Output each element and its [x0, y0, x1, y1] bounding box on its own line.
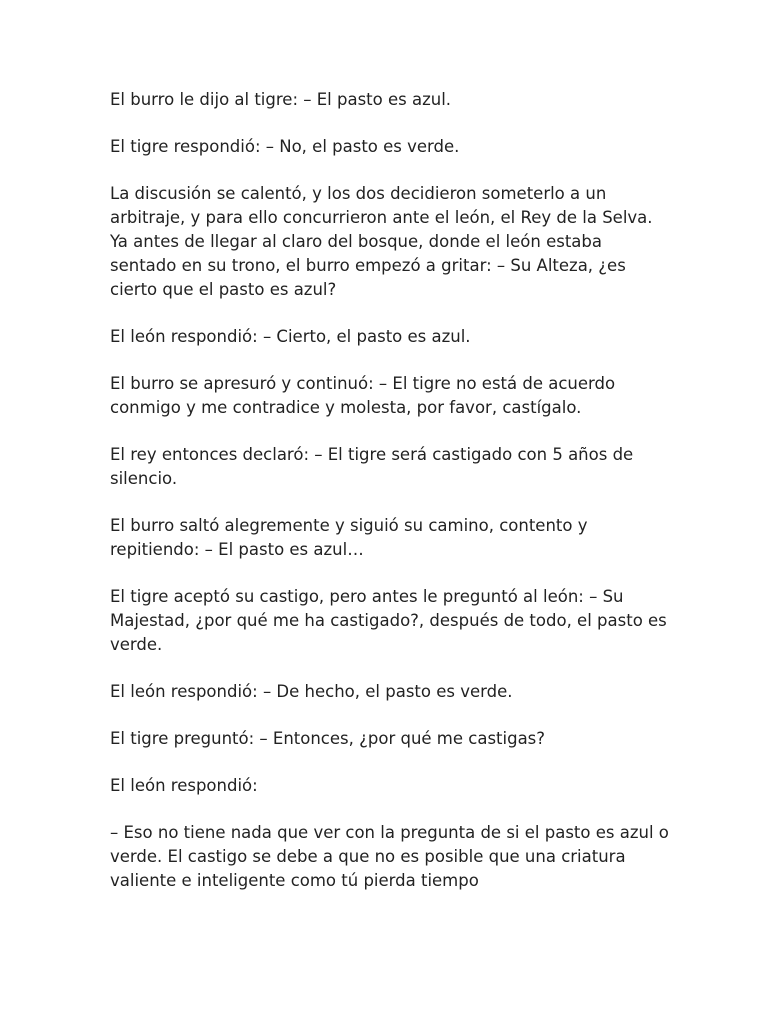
paragraph-9: El león respondió: – De hecho, el pasto es verde. — [110, 682, 513, 701]
paragraph-11: El león respondió: — [110, 776, 258, 795]
paragraph-5: El burro se apresuró y continuó: – El tigre no está de acuerdo conmigo y me contradice y molesta, por favor, castígalo. — [110, 374, 616, 417]
paragraph-8: El tigre aceptó su castigo, pero antes le preguntó al león: – Su Majestad, ¿por qué me ha castigado?, después de todo, el pasto es verde. — [110, 587, 667, 654]
paragraph-3: La discusión se calentó, y los dos decidieron someterlo a un arbitraje, y para ello concurrieron ante el león, el Rey de la Selva. Ya antes de llegar al claro del bosque, donde el león estaba sentado en su trono, el burro empezó a gritar: – Su Alteza, ¿es cierto que el pasto es azul? — [110, 184, 653, 299]
paragraph-6: El rey entonces declaró: – El tigre será castigado con 5 años de silencio. — [110, 445, 634, 488]
paragraph-12: – Eso no tiene nada que ver con la pregunta de si el pasto es azul o verde. El castigo se debe a que no es posible que una criatura valiente e inteligente como tú pierda tiempo — [110, 823, 669, 890]
document-body — [110, 88, 670, 893]
paragraph-1: El burro le dijo al tigre: – El pasto es azul. — [110, 90, 452, 109]
paragraph-2: El tigre respondió: – No, el pasto es verde. — [110, 137, 460, 156]
paragraph-10: El tigre preguntó: – Entonces, ¿por qué me castigas? — [110, 729, 546, 748]
paragraph-4: El león respondió: – Cierto, el pasto es azul. — [110, 327, 471, 346]
paragraph-7: El burro saltó alegremente y siguió su camino, contento y repitiendo: – El pasto es azul… — [110, 516, 588, 559]
